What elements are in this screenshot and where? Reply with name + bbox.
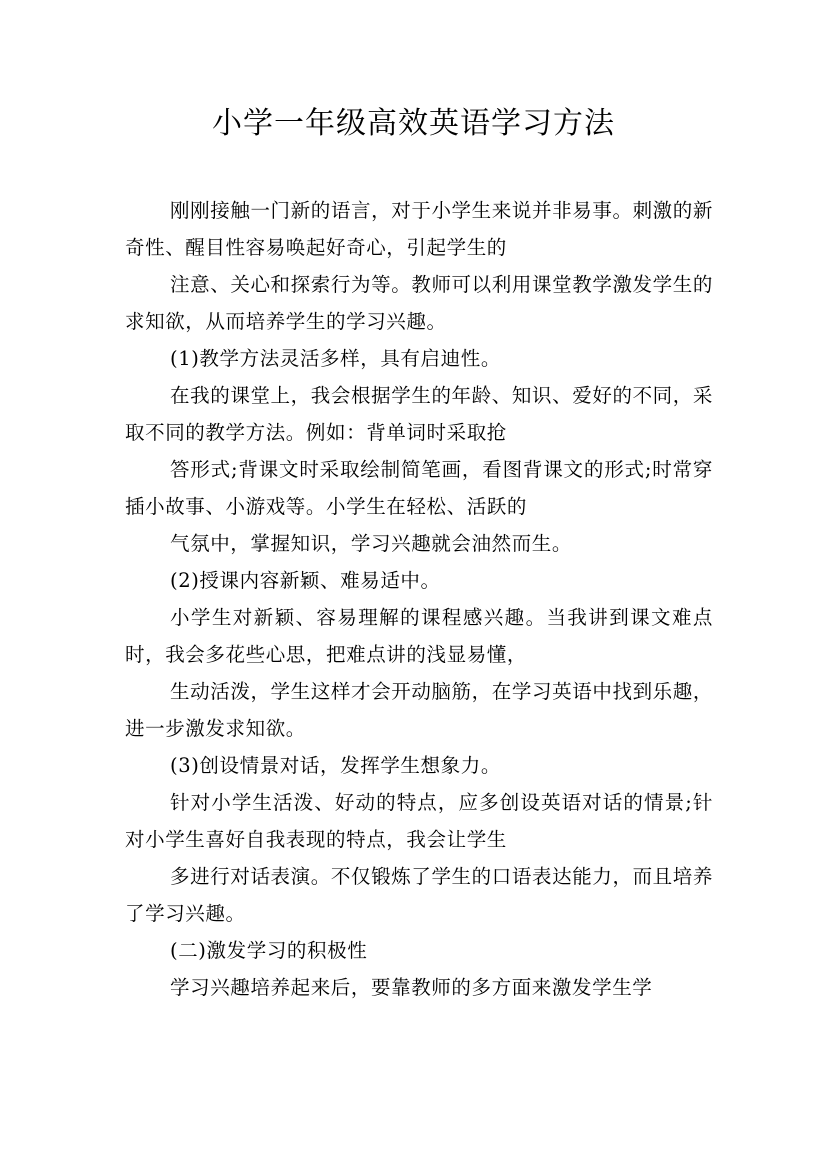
document-body	[125, 192, 713, 1006]
paragraph-10-heading: (3)创设情景对话，发挥学生想象力。	[170, 754, 501, 777]
document-title: 小学一年级高效英语学习方法	[212, 106, 615, 141]
paragraph-4: 在我的课堂上，我会根据学生的年龄、知识、爱好的不同，采取不同的教学方法。例如：背单词时采取抢	[125, 384, 713, 444]
paragraph-8: 小学生对新颖、容易理解的课程感兴趣。当我讲到课文难点时，我会多花些心思，把难点讲的浅显易懂，	[125, 606, 713, 666]
paragraph-5: 答形式;背课文时采取绘制简笔画，看图背课文的形式;时常穿插小故事、小游戏等。小学生在轻松、活跃的	[125, 458, 713, 518]
paragraph-1: 刚刚接触一门新的语言，对于小学生来说并非易事。刺激的新奇性、醒目性容易唤起好奇心，引起学生的	[125, 199, 713, 259]
paragraph-9: 生动活泼，学生这样才会开动脑筋，在学习英语中找到乐趣，进一步激发求知欲。	[125, 680, 713, 740]
paragraph-13-heading: (二)激发学习的积极性	[170, 939, 368, 962]
paragraph-7-heading: (2)授课内容新颖、难易适中。	[170, 569, 441, 592]
paragraph-12: 多进行对话表演。不仅锻炼了学生的口语表达能力，而且培养了学习兴趣。	[125, 865, 713, 925]
paragraph-2: 注意、关心和探索行为等。教师可以利用课堂教学激发学生的求知欲，从而培养学生的学习兴趣。	[125, 273, 713, 333]
paragraph-14: 学习兴趣培养起来后，要靠教师的多方面来激发学生学	[170, 976, 653, 999]
paragraph-11: 针对小学生活泼、好动的特点，应多创设英语对话的情景;针对小学生喜好自我表现的特点，我会让学生	[125, 791, 713, 851]
paragraph-6: 气氛中，掌握知识，学习兴趣就会油然而生。	[170, 532, 573, 555]
paragraph-3-heading: (1)教学方法灵活多样，具有启迪性。	[170, 347, 501, 370]
